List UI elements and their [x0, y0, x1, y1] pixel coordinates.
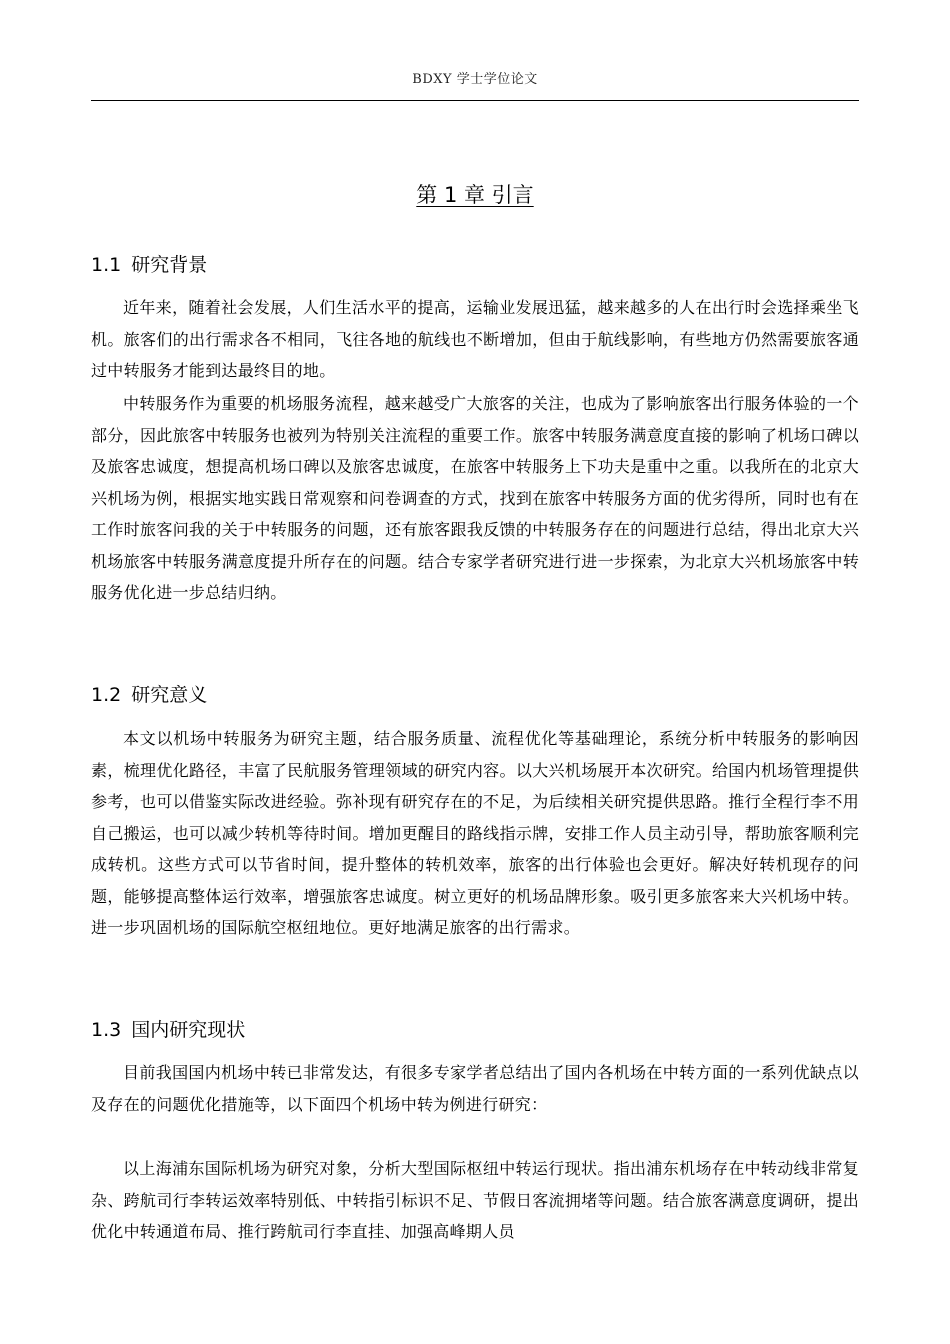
section-title: 研究意义: [131, 684, 208, 706]
section-heading-1-2: [91, 682, 859, 708]
section-title: 国内研究现状: [131, 1019, 246, 1041]
paragraph: 以上海浦东国际机场为研究对象，分析大型国际枢纽中转运行现状。指出浦东机场存在中转动线非常复杂、跨航司行李转运效率特别低、中转指引标识不足、节假日客流拥堵等问题。结合旅客满意度调研，提出优化中转通道布局、推行跨航司行李直挂、加强高峰期人员: [91, 1159, 859, 1241]
section-heading-1-3: [91, 1017, 859, 1043]
paragraph: 中转服务作为重要的机场服务流程，越来越受广大旅客的关注，也成为了影响旅客出行服务体验的一个部分，因此旅客中转服务也被列为特别关注流程的重要工作。旅客中转服务满意度直接的影响了机场口碑以及旅客忠诚度，想提高机场口碑以及旅客忠诚度，在旅客中转服务上下功夫是重中之重。以我所在的北京大兴机场为例，根据实地实践日常观察和问卷调查的方式，找到在旅客中转服务方面的优劣得所，同时也有在工作时旅客问我的关于中转服务的问题，还有旅客跟我反馈的中转服务存在的问题进行总结，得出北京大兴机场旅客中转服务满意度提升所存在的问题。结合专家学者研究进行进一步探索，为北京大兴机场旅客中转服务优化进一步总结归纳。: [91, 394, 859, 602]
running-header: BDXY 学士学位论文: [412, 72, 538, 87]
header-divider: [91, 100, 859, 101]
section-number: 1.3: [91, 1019, 122, 1041]
section-title: 研究背景: [131, 254, 208, 276]
paragraph: 本文以机场中转服务为研究主题，结合服务质量、流程优化等基础理论，系统分析中转服务的影响因素，梳理优化路径，丰富了民航服务管理领域的研究内容。以大兴机场展开本次研究。给国内机场管理提供参考，也可以借鉴实际改进经验。弥补现有研究存在的不足，为后续相关研究提供思路。推行全程行李不用自己搬运，也可以减少转机等待时间。增加更醒目的路线指示牌，安排工作人员主动引导，帮助旅客顺利完成转机。这些方式可以节省时间，提升整体的转机效率，旅客的出行体验也会更好。解决好转机现存的问题，能够提高整体运行效率，增强旅客忠诚度。树立更好的机场品牌形象。吸引更多旅客来大兴机场中转。进一步巩固机场的国际航空枢纽地位。更好地满足旅客的出行需求。: [91, 729, 859, 937]
section-heading-1-1: [91, 252, 859, 278]
section-number: 1.2: [91, 684, 122, 706]
chapter-title-text: 第 1 章 引言: [416, 183, 534, 207]
section-number: 1.1: [91, 254, 122, 276]
paragraph: 目前我国国内机场中转已非常发达，有很多专家学者总结出了国内各机场在中转方面的一系列优缺点以及存在的问题优化措施等，以下面四个机场中转为例进行研究：: [91, 1063, 859, 1114]
chapter-title: [91, 180, 859, 210]
paragraph: 近年来，随着社会发展，人们生活水平的提高，运输业发展迅猛，越来越多的人在出行时会选择乘坐飞机。旅客们的出行需求各不相同，飞往各地的航线也不断增加，但由于航线影响，有些地方仍然需要旅客通过中转服务才能到达最终目的地。: [91, 298, 859, 380]
